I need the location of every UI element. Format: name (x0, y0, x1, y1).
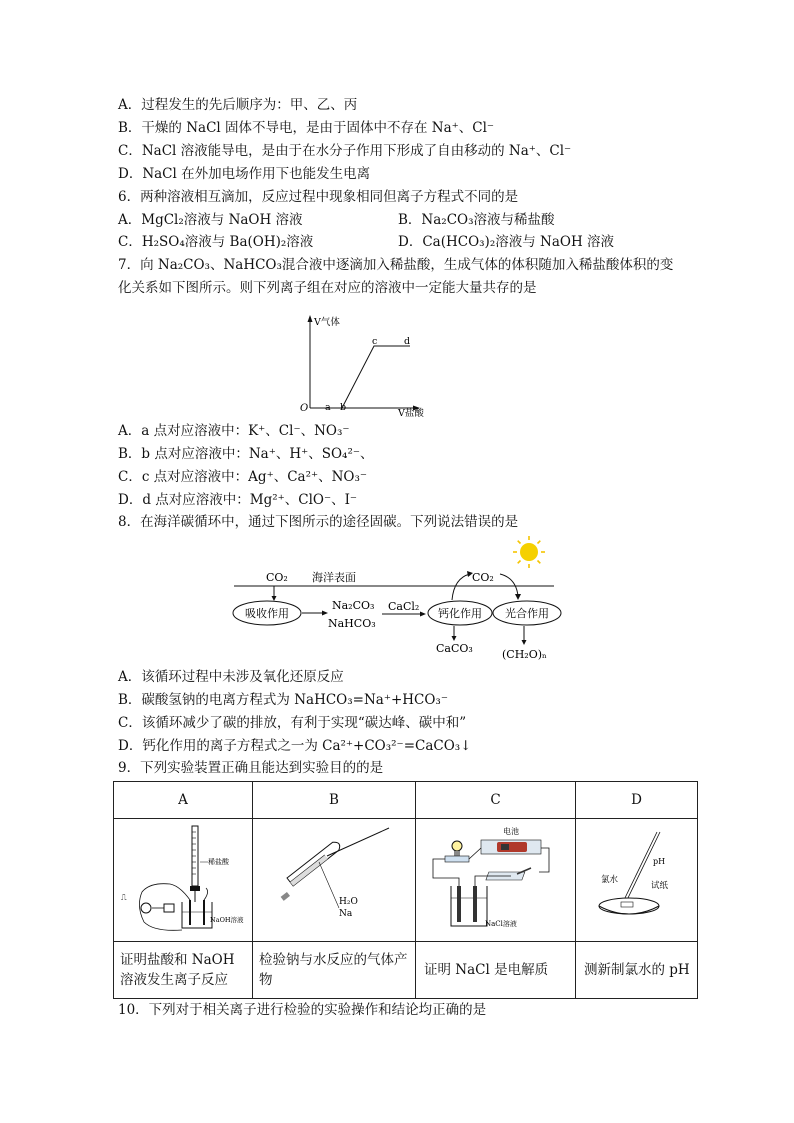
ocean-carbon-cycle-diagram (224, 534, 564, 664)
q7-option-c: C．c 点对应溶液中：Ag⁺、Ca²⁺、NO₃⁻ (118, 469, 368, 485)
q9-experiment-table (113, 781, 698, 999)
apparatus-a (114, 819, 253, 942)
svg-text:Na₂CO₃: Na₂CO₃ (332, 599, 375, 612)
svg-text:pH: pH (652, 857, 665, 866)
caption-a: 证明盐酸和 NaOH 溶液发生离子反应 (114, 942, 253, 999)
graph-point-d: d (404, 336, 411, 347)
svg-text:Na: Na (339, 909, 353, 919)
option-c-prev: C．NaCl 溶液能导电，是由于在水分子作用下形成了自由移动的 Na⁺、Cl⁻ (118, 143, 572, 159)
q6-option-d: D．Ca(HCO₃)₂溶液与 NaOH 溶液 (398, 234, 615, 250)
q8-stem: 8．在海洋碳循环中，通过下图所示的途径固碳。下列说法错误的是 (118, 514, 519, 530)
svg-text:H₂O: H₂O (339, 897, 358, 907)
caption-c: 证明 NaCl 是电解质 (416, 942, 576, 999)
graph-xlabel: V盐酸 (398, 408, 424, 419)
caption-d: 测新制氯水的 pH (576, 942, 698, 999)
header-b: B (253, 782, 416, 819)
table-caption-row (114, 942, 698, 999)
q6-option-a: A．MgCl₂溶液与 NaOH 溶液 (118, 212, 303, 228)
svg-text:光合作用: 光合作用 (505, 607, 549, 620)
q6-option-c: C．H₂SO₄溶液与 Ba(OH)₂溶液 (118, 234, 314, 250)
caption-b: 检验钠与水反应的气体产物 (253, 942, 416, 999)
q8-option-a: A．该循环过程中未涉及氧化还原反应 (118, 669, 344, 685)
svg-text:氯水: 氯水 (600, 875, 618, 885)
titration-conductivity-apparatus (120, 822, 246, 934)
test-tube-apparatus (259, 822, 409, 934)
header-d: D (576, 782, 698, 819)
q8-option-d: D．钙化作用的离子方程式之一为 Ca²⁺+CO₃²⁻=CaCO₃↓ (118, 738, 472, 754)
q7-stem-line2: 化关系如下图所示。则下列离子组在对应的溶液中一定能大量共存的是 (118, 280, 537, 296)
q7-option-a: A．a 点对应溶液中：K⁺、Cl⁻、NO₃⁻ (118, 423, 350, 439)
option-a-prev: A．过程发生的先后顺序为：甲、乙、丙 (118, 97, 358, 113)
svg-text:NaHCO₃: NaHCO₃ (328, 617, 376, 630)
graph-curve (310, 346, 410, 408)
table-apparatus-row (114, 819, 698, 942)
graph-point-b: b (340, 402, 347, 413)
svg-text:CO₂: CO₂ (266, 571, 288, 584)
svg-text:CO₂: CO₂ (472, 571, 494, 584)
svg-text:(CH₂O)ₙ: (CH₂O)ₙ (502, 648, 547, 661)
graph-origin: O (300, 403, 309, 414)
svg-text:稀盐酸: 稀盐酸 (208, 858, 229, 866)
graph-ylabel: V气体 (314, 317, 340, 328)
q8-option-b: B．碳酸氢钠的电离方程式为 NaHCO₃=Na⁺+HCO₃⁻ (118, 692, 448, 708)
q6-stem: 6．两种溶液相互滴加，反应过程中现象相同但离子方程式不同的是 (118, 189, 519, 205)
q9-stem: 9．下列实验装置正确且能达到实验目的的是 (118, 760, 384, 776)
sun-icon (513, 536, 545, 568)
apparatus-d (576, 819, 698, 942)
q7-option-b: B．b 点对应溶液中：Na⁺、H⁺、SO₄²⁻、 (118, 446, 374, 462)
apparatus-c (416, 819, 576, 942)
svg-text:⎍: ⎍ (121, 893, 127, 902)
apparatus-b (253, 819, 416, 942)
q6-option-b: B．Na₂CO₃溶液与稀盐酸 (398, 212, 555, 228)
q7-option-d: D．d 点对应溶液中：Mg²⁺、ClO⁻、I⁻ (118, 492, 358, 508)
svg-text:试纸: 试纸 (650, 881, 668, 891)
q10-stem: 10．下列对于相关离子进行检验的实验操作和结论均正确的是 (118, 1002, 487, 1018)
q7-gas-volume-graph (296, 312, 436, 420)
svg-text:CaCl₂: CaCl₂ (388, 600, 420, 613)
svg-text:CaCO₃: CaCO₃ (436, 642, 473, 655)
graph-point-c: c (372, 336, 378, 347)
q7-stem-line1: 7．向 Na₂CO₃、NaHCO₃混合液中逐滴加入稀盐酸，生成气体的体积随加入稀盐酸体积的变 (118, 257, 674, 273)
option-b-prev: B．干燥的 NaCl 固体不导电，是由于固体中不存在 Na⁺、Cl⁻ (118, 120, 495, 136)
table-header-row (114, 782, 698, 819)
graph-point-a: a (325, 402, 331, 413)
option-d-prev: D．NaCl 在外加电场作用下也能发生电离 (118, 166, 371, 182)
conductivity-apparatus (421, 822, 571, 934)
svg-text:钙化作用: 钙化作用 (438, 607, 482, 620)
header-c: C (416, 782, 576, 819)
q8-option-c: C．该循环减少了碳的排放，有利于实现“碳达峰、碳中和” (118, 715, 467, 731)
svg-text:海洋表面: 海洋表面 (312, 571, 356, 584)
svg-text:电池: 电池 (502, 827, 519, 836)
header-a: A (114, 782, 253, 819)
svg-text:NaOH溶液: NaOH溶液 (210, 916, 244, 924)
svg-text:吸收作用: 吸收作用 (245, 607, 289, 620)
svg-text:NaCl溶液: NaCl溶液 (484, 920, 517, 928)
ph-test-apparatus (581, 822, 693, 934)
